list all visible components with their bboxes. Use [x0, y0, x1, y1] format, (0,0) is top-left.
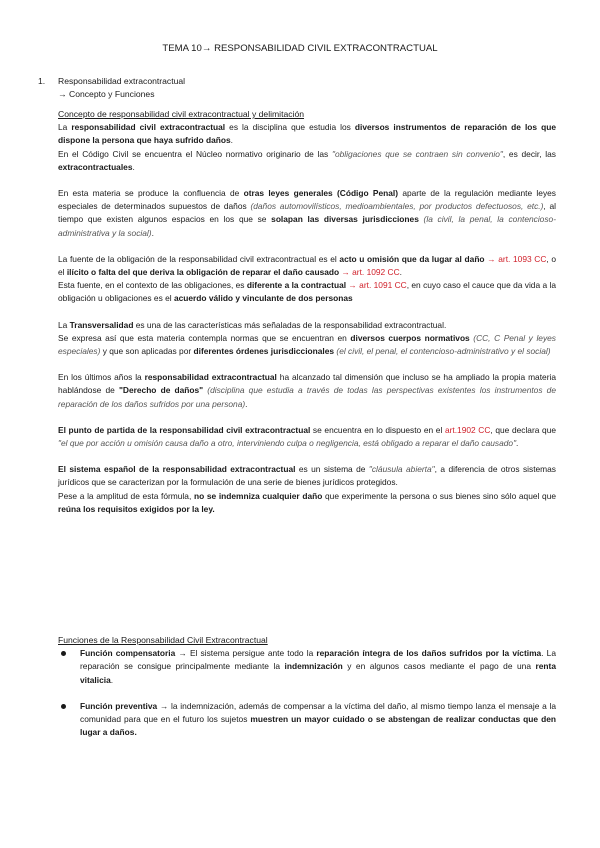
paragraph-8: En los últimos años la responsabilidad extracontractual ha alcanzado tal dimensión que incluso se ha ampliado la propia materia hablándose de "Derecho de daños" (disciplina que estudia a través de todas las perspectivas existentes los instrumentos de reparación de los daños sufridos por una persona).	[58, 372, 556, 409]
page-title: TEMA 10→ RESPONSABILIDAD CIVIL EXTRACONTRACTUAL	[162, 43, 438, 54]
concepto-section	[58, 108, 556, 516]
list-item-funcion-preventiva: Función preventiva → la indemnización, además de compensar a la víctima del daño, al mismo tiempo lanza el mensaje a la comunidad para que en el futuro los sujetos muestren un mayor cuidado o se abstengan de realizar conductas que den lugar a daños.	[58, 700, 556, 740]
section-title: Responsabilidad extracontractual	[58, 76, 186, 86]
paragraph-4: La fuente de la obligación de la responsabilidad civil extracontractual es el acto u omisión que da lugar al daño → art. 1093 CC, o el ilícito o falta del que deriva la obligación de reparar el daño causado → art. 1092 CC.	[58, 253, 557, 278]
paragraph-2: En el Código Civil se encuentra el Núcleo normativo originario de las "obligaciones que se contraen sin convenio", es decir, las extracontractuales.	[58, 148, 556, 172]
list-item-funcion-compensatoria: Función compensatoria → El sistema persigue ante todo la reparación íntegra de los daños sufridos por la víctima. La reparación se consigue principalmente mediante la indemnización y en algunos casos mediante el pago de una renta vitalicia.	[58, 647, 556, 687]
funciones-list	[58, 647, 556, 739]
paragraph-11: Pese a la amplitud de esta fórmula, no se indemniza cualquier daño que experimente la persona o sus bienes sino sólo aquel que reúna los requisitos exigidos por la ley.	[58, 490, 557, 514]
funciones-heading: Funciones de la Responsabilidad Civil Extracontractual	[58, 635, 268, 645]
paragraph-1: La responsabilidad civil extracontractual es la disciplina que estudia los diversos instrumentos de reparación de los que dispone la persona que haya sufrido daños.	[58, 122, 556, 146]
paragraph-7: Se expresa así que esta materia contempla normas que se encuentran en diversos cuerpos normativos (CC, C Penal y leyes especiales) y que son aplicadas por diferentes órdenes jurisdiccionales (el civil, el penal, el contencioso-administrativo y el social)	[58, 332, 556, 357]
bullet-icon	[61, 651, 66, 656]
section-heading	[38, 75, 185, 101]
section-subtitle: → Concepto y Funciones	[58, 89, 155, 99]
section-number: 1.	[38, 76, 46, 86]
paragraph-5: Esta fuente, en el contexto de las obligaciones, es diferente a la contractual → art. 1091 CC, en cuyo caso el cauce que da vida a la obligación u obligaciones es el acuerdo válido y vinculante de dos personas	[58, 280, 557, 304]
paragraph-3: En esta materia se produce la confluencia de otras leyes generales (Código Penal) aparte de la regulación mediante leyes especiales de determinados supuestos de daños (daños automovilísticos, medioambientales, por productos defectuosos, etc.), al tiempo que existen algunos espacios en los que se solapan las diversas jurisdicciones (la civil, la penal, la contencioso-administrativa y la social).	[58, 188, 556, 238]
paragraph-9: El punto de partida de la responsabilidad civil extracontractual se encuentra en lo dispuesto en el art.1902 CC, que declara que "el que por acción u omisión causa daño a otro, interviniendo culpa o negligencia, está obligado a reparar el daño causado".	[58, 424, 557, 449]
bullet-icon	[61, 704, 66, 709]
funciones-section	[58, 634, 556, 739]
paragraph-10: El sistema español de la responsabilidad extracontractual es un sistema de "cláusula abierta", a diferencia de otros sistemas jurídicos que se caracterizan por la formulación de una serie de bienes jurídicos protegidos.	[58, 464, 556, 488]
concepto-heading: Concepto de responsabilidad civil extracontractual y delimitación	[58, 109, 305, 119]
paragraph-6: La Transversalidad es una de las características más señaladas de la responsabilidad extracontractual.	[58, 319, 447, 330]
